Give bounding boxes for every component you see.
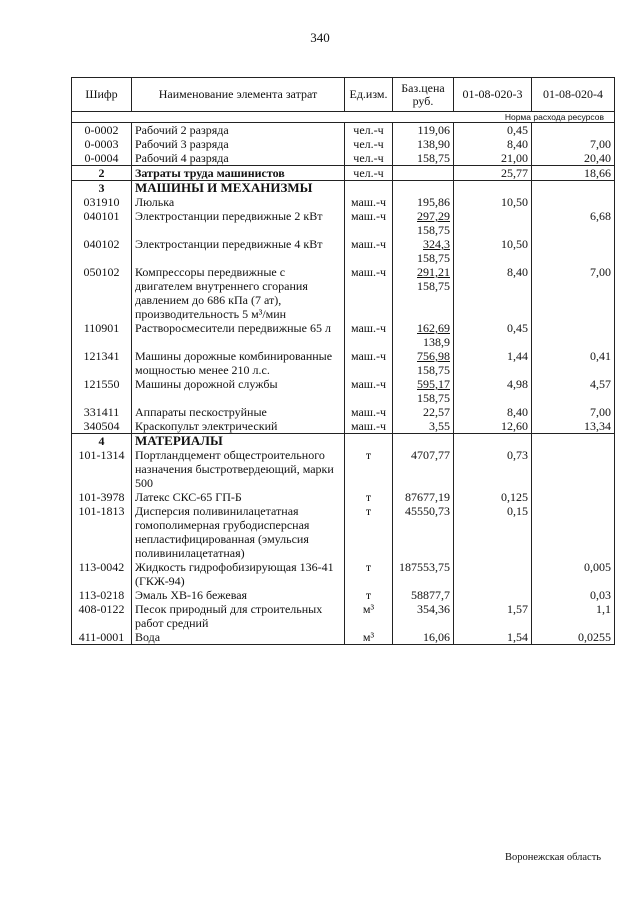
section-row — [72, 434, 615, 449]
row-norm-b — [532, 237, 615, 265]
row-norm-b: 0,03 — [532, 588, 615, 602]
row-unit: чел.-ч — [345, 166, 393, 181]
table-row — [72, 349, 615, 377]
row-norm-b: 7,00 — [532, 265, 615, 321]
row-price — [393, 434, 454, 449]
table-row — [72, 151, 615, 166]
table-row — [72, 321, 615, 349]
row-price — [393, 504, 454, 560]
row-norm-b — [532, 195, 615, 209]
header-unit: Ед.изм. — [345, 78, 393, 112]
row-price — [393, 602, 454, 630]
base-price: 297,29 — [417, 209, 450, 223]
row-code: 0-0004 — [72, 151, 132, 166]
header-price: Баз.цена руб. — [393, 78, 454, 112]
row-name: Песок природный для строительных работ средний — [132, 602, 345, 630]
row-norm-a: 0,125 — [454, 490, 532, 504]
table-row — [72, 630, 615, 645]
row-norm-b: 1,1 — [532, 602, 615, 630]
table-row — [72, 265, 615, 321]
row-code: 050102 — [72, 265, 132, 321]
row-norm-a: 12,60 — [454, 419, 532, 434]
table-row — [72, 209, 615, 237]
row-norm-a: 0,45 — [454, 321, 532, 349]
row-unit: маш.-ч — [345, 265, 393, 321]
row-norm-a: 1,54 — [454, 630, 532, 645]
norma-row — [72, 112, 615, 123]
row-norm-a — [454, 181, 532, 196]
row-code: 101-3978 — [72, 490, 132, 504]
row-norm-b: 7,00 — [532, 137, 615, 151]
row-price — [393, 123, 454, 138]
row-unit: маш.-ч — [345, 349, 393, 377]
row-name: Аппараты пескоструйные — [132, 405, 345, 419]
row-unit: т — [345, 588, 393, 602]
row-name: Дисперсия поливинилацетатная гомополимерная грубодисперсная непластифицированная (эмульсия поливинилацетатная) — [132, 504, 345, 560]
row-unit: т — [345, 504, 393, 560]
row-price — [393, 265, 454, 321]
row-unit: маш.-ч — [345, 209, 393, 237]
row-price — [393, 419, 454, 434]
row-name: Компрессоры передвижные с двигателем внутреннего сгорания давлением до 686 кПа (7 ат), производительность 5 м³/мин — [132, 265, 345, 321]
row-unit: т — [345, 448, 393, 490]
base-price: 119,06 — [417, 123, 450, 137]
row-unit: чел.-ч — [345, 151, 393, 166]
section-row — [72, 166, 615, 181]
row-name: Эмаль ХВ-16 бежевая — [132, 588, 345, 602]
row-name: Затраты труда машинистов — [132, 166, 345, 181]
row-code: 040101 — [72, 209, 132, 237]
row-name: Люлька — [132, 195, 345, 209]
row-code: 2 — [72, 166, 132, 181]
base-price: 138,90 — [417, 137, 450, 151]
row-price — [393, 237, 454, 265]
row-name: Латекс СКС-65 ГП-Б — [132, 490, 345, 504]
row-norm-a: 8,40 — [454, 405, 532, 419]
resource-cost-table — [71, 77, 615, 645]
operator-wage-price: 158,75 — [417, 279, 450, 293]
row-name: Рабочий 4 разряда — [132, 151, 345, 166]
row-norm-a — [454, 209, 532, 237]
header-col-a: 01-08-020-3 — [454, 78, 532, 112]
table-row — [72, 123, 615, 138]
row-code: 411-0001 — [72, 630, 132, 645]
row-norm-a: 10,50 — [454, 237, 532, 265]
row-code: 331411 — [72, 405, 132, 419]
table-row — [72, 419, 615, 434]
row-norm-a: 10,50 — [454, 195, 532, 209]
row-code: 408-0122 — [72, 602, 132, 630]
row-price — [393, 195, 454, 209]
row-code: 113-0218 — [72, 588, 132, 602]
operator-wage-price: 158,75 — [417, 363, 450, 377]
row-name: Портландцемент общестроительного назначения быстротвердеющий, марки 500 — [132, 448, 345, 490]
base-price: 58877,7 — [411, 588, 450, 602]
base-price: 3,55 — [429, 419, 450, 433]
base-price: 4707,77 — [411, 448, 450, 462]
base-price: 187553,75 — [399, 560, 450, 574]
row-price — [393, 181, 454, 196]
row-unit: маш.-ч — [345, 321, 393, 349]
row-norm-a: 8,40 — [454, 137, 532, 151]
row-code: 4 — [72, 434, 132, 449]
row-norm-b: 0,0255 — [532, 630, 615, 645]
header-name: Наименование элемента затрат — [132, 78, 345, 112]
table-row — [72, 195, 615, 209]
operator-wage-price: 138,9 — [423, 335, 450, 349]
row-price — [393, 166, 454, 181]
base-price: 756,98 — [417, 349, 450, 363]
base-price: 324,3 — [423, 237, 450, 251]
base-price: 162,69 — [417, 321, 450, 335]
base-price: 87677,19 — [405, 490, 450, 504]
row-price — [393, 405, 454, 419]
base-price: 595,17 — [417, 377, 450, 391]
row-unit: маш.-ч — [345, 405, 393, 419]
row-code: 0-0002 — [72, 123, 132, 138]
table-row — [72, 377, 615, 405]
row-name: Машины дорожные комбинированные мощностью менее 210 л.с. — [132, 349, 345, 377]
operator-wage-price: 158,75 — [417, 391, 450, 405]
row-norm-b — [532, 123, 615, 138]
row-name: Рабочий 3 разряда — [132, 137, 345, 151]
row-norm-b: 7,00 — [532, 405, 615, 419]
row-unit: маш.-ч — [345, 195, 393, 209]
row-price — [393, 560, 454, 588]
row-norm-a: 1,57 — [454, 602, 532, 630]
table-row — [72, 448, 615, 490]
row-unit — [345, 434, 393, 449]
table-row — [72, 560, 615, 588]
row-norm-b: 13,34 — [532, 419, 615, 434]
row-unit: маш.-ч — [345, 377, 393, 405]
operator-wage-price: 158,75 — [417, 251, 450, 265]
row-name: Электростанции передвижные 2 кВт — [132, 209, 345, 237]
row-price — [393, 209, 454, 237]
row-name: МАТЕРИАЛЫ — [132, 434, 345, 449]
row-price — [393, 151, 454, 166]
row-unit: чел.-ч — [345, 123, 393, 138]
row-price — [393, 630, 454, 645]
footer-region: Воронежская область — [505, 852, 602, 863]
row-code: 031910 — [72, 195, 132, 209]
row-unit: чел.-ч — [345, 137, 393, 151]
row-code: 121341 — [72, 349, 132, 377]
row-unit: м³ — [345, 602, 393, 630]
row-code: 3 — [72, 181, 132, 196]
base-price: 158,75 — [417, 151, 450, 165]
row-norm-b — [532, 434, 615, 449]
table-row — [72, 405, 615, 419]
row-code: 101-1813 — [72, 504, 132, 560]
row-code: 101-1314 — [72, 448, 132, 490]
row-name: Краскопульт электрический — [132, 419, 345, 434]
row-code: 0-0003 — [72, 137, 132, 151]
row-code: 113-0042 — [72, 560, 132, 588]
row-norm-b: 0,41 — [532, 349, 615, 377]
base-price: 195,86 — [417, 195, 450, 209]
row-price — [393, 490, 454, 504]
row-price — [393, 349, 454, 377]
row-price — [393, 137, 454, 151]
row-norm-a — [454, 560, 532, 588]
row-norm-b — [532, 181, 615, 196]
row-unit: м³ — [345, 630, 393, 645]
row-norm-a: 1,44 — [454, 349, 532, 377]
row-name: Электростанции передвижные 4 кВт — [132, 237, 345, 265]
row-norm-b — [532, 321, 615, 349]
row-price — [393, 321, 454, 349]
row-code: 110901 — [72, 321, 132, 349]
header-col-b: 01-08-020-4 — [532, 78, 615, 112]
table-row — [72, 504, 615, 560]
row-unit: т — [345, 490, 393, 504]
row-price — [393, 377, 454, 405]
table-row — [72, 588, 615, 602]
row-norm-a: 21,00 — [454, 151, 532, 166]
row-norm-a: 8,40 — [454, 265, 532, 321]
row-norm-a: 0,73 — [454, 448, 532, 490]
base-price: 354,36 — [417, 602, 450, 616]
table-row — [72, 490, 615, 504]
row-code: 340504 — [72, 419, 132, 434]
row-norm-b: 6,68 — [532, 209, 615, 237]
page-number: 340 — [310, 30, 330, 45]
row-name: Вода — [132, 630, 345, 645]
row-name: Рабочий 2 разряда — [132, 123, 345, 138]
row-unit: т — [345, 560, 393, 588]
row-unit: маш.-ч — [345, 237, 393, 265]
table-row — [72, 602, 615, 630]
row-name: Машины дорожной службы — [132, 377, 345, 405]
base-price: 22,57 — [423, 405, 450, 419]
row-norm-a: 4,98 — [454, 377, 532, 405]
row-norm-b: 4,57 — [532, 377, 615, 405]
row-norm-b — [532, 504, 615, 560]
row-norm-a — [454, 434, 532, 449]
row-norm-b: 20,40 — [532, 151, 615, 166]
row-norm-b — [532, 448, 615, 490]
table-row — [72, 137, 615, 151]
row-norm-b — [532, 490, 615, 504]
base-price: 16,06 — [423, 630, 450, 644]
row-unit: маш.-ч — [345, 419, 393, 434]
row-name: Жидкость гидрофобизирующая 136-41 (ГКЖ-94) — [132, 560, 345, 588]
row-code: 121550 — [72, 377, 132, 405]
row-price — [393, 448, 454, 490]
section-row — [72, 181, 615, 196]
row-norm-a: 0,45 — [454, 123, 532, 138]
base-price: 45550,73 — [405, 504, 450, 518]
row-name: Растворосмесители передвижные 65 л — [132, 321, 345, 349]
base-price: 291,21 — [417, 265, 450, 279]
row-unit — [345, 181, 393, 196]
row-norm-a — [454, 588, 532, 602]
row-norm-b: 18,66 — [532, 166, 615, 181]
table-row — [72, 237, 615, 265]
row-norm-a: 25,77 — [454, 166, 532, 181]
row-norm-b: 0,005 — [532, 560, 615, 588]
table-header-row — [72, 78, 615, 112]
row-price — [393, 588, 454, 602]
row-name: МАШИНЫ И МЕХАНИЗМЫ — [132, 181, 345, 196]
norma-label: Норма расхода ресурсов — [72, 112, 615, 123]
row-code: 040102 — [72, 237, 132, 265]
header-code: Шифр — [72, 78, 132, 112]
operator-wage-price: 158,75 — [417, 223, 450, 237]
row-norm-a: 0,15 — [454, 504, 532, 560]
